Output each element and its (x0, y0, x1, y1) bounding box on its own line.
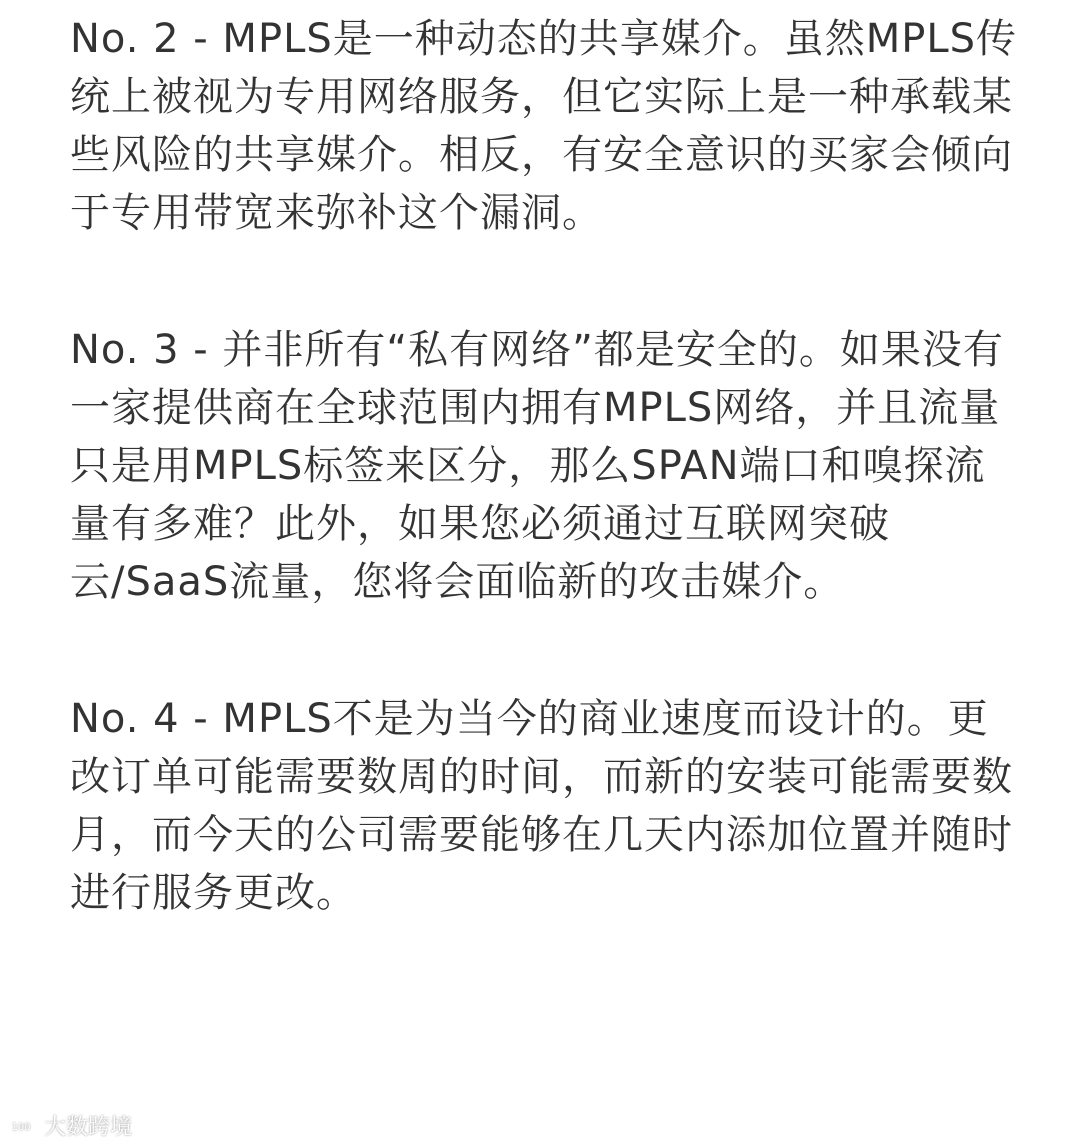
paragraph-line: 一家提供商在全球范围内拥有MPLS网络，并且流量 (70, 385, 1001, 431)
paragraph-spacer (70, 611, 1010, 690)
paragraph-line: 只是用MPLS标签来区分，那么SPAN端口和嗅探流 (70, 443, 986, 489)
paragraph-line: 量有多难？此外，如果您必须通过互联网突破 (70, 501, 890, 547)
svg-text:100: 100 (11, 1121, 31, 1133)
paragraph-line: No. 2 - MPLS是一种动态的共享媒介。虽然MPLS传 (70, 16, 1018, 62)
article-body (70, 10, 1018, 922)
paragraph-no-3 (70, 321, 1010, 611)
brand-logo-icon (4, 1114, 38, 1138)
paragraph-line: 些风险的共享媒介。相反，有安全意识的买家会倾向 (70, 132, 1013, 178)
paragraph-line: 月，而今天的公司需要能够在几天内添加位置并随时 (70, 812, 1013, 858)
paragraph-line: 于专用带宽来弥补这个漏洞。 (70, 190, 603, 236)
paragraph-line: 改订单可能需要数周的时间，而新的安装可能需要数 (70, 754, 1013, 800)
paragraph-no-2 (70, 10, 1018, 242)
paragraph-line: No. 3 - 并非所有“私有网络”都是安全的。如果没有 (70, 327, 1004, 373)
paragraph-line: 统上被视为专用网络服务，但它实际上是一种承载某 (70, 74, 1013, 120)
watermark (4, 1110, 132, 1141)
paragraph-spacer (70, 242, 1010, 321)
watermark-text: 大数跨境 (44, 1115, 133, 1140)
paragraph-line: No. 4 - MPLS不是为当今的商业速度而设计的。更 (70, 696, 989, 742)
paragraph-no-4 (70, 690, 1013, 922)
paragraph-line: 云/SaaS流量，您将会面临新的攻击媒介。 (70, 559, 845, 605)
paragraph-line: 进行服务更改。 (70, 870, 357, 916)
